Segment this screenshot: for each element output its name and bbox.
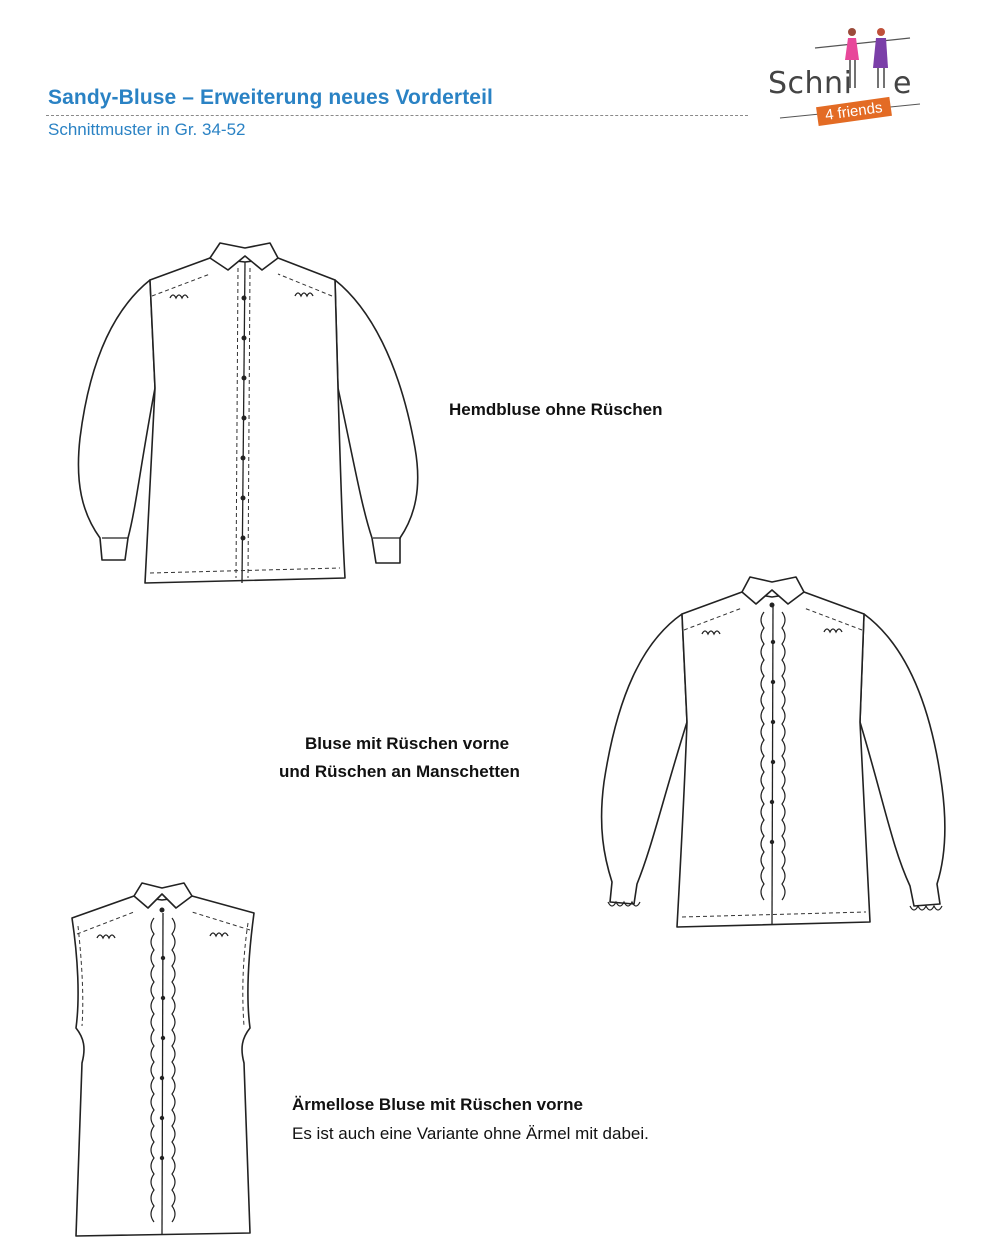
brand-logo — [760, 18, 930, 138]
sleeveless-blouse-drawing — [62, 878, 272, 1240]
page-subtitle: Schnittmuster in Gr. 34-52 — [48, 120, 246, 139]
page-title: Sandy-Bluse – Erweiterung neues Vorderteil — [48, 86, 493, 109]
variant-description-sleeveless-blouse: Es ist auch eine Variante ohne Ärmel mit dabei. — [292, 1124, 649, 1143]
logo-text-left: Schni — [768, 66, 853, 101]
variant-label-ruffle-blouse-line2: und Rüschen an Manschetten — [279, 762, 520, 781]
header-divider — [46, 115, 748, 116]
variant-label-shirt-blouse: Hemdbluse ohne Rüschen — [449, 400, 663, 419]
page-header — [0, 0, 1000, 160]
logo-badge: 4 friends — [816, 97, 891, 126]
variant-label-ruffle-blouse-line1: Bluse mit Rüschen vorne — [305, 734, 510, 753]
logo-text-right: e — [893, 66, 912, 101]
shirt-blouse-drawing — [70, 238, 430, 593]
ruffle-blouse-drawing — [592, 572, 954, 932]
variant-label-sleeveless-blouse: Ärmellose Bluse mit Rüschen vorne — [292, 1095, 583, 1114]
